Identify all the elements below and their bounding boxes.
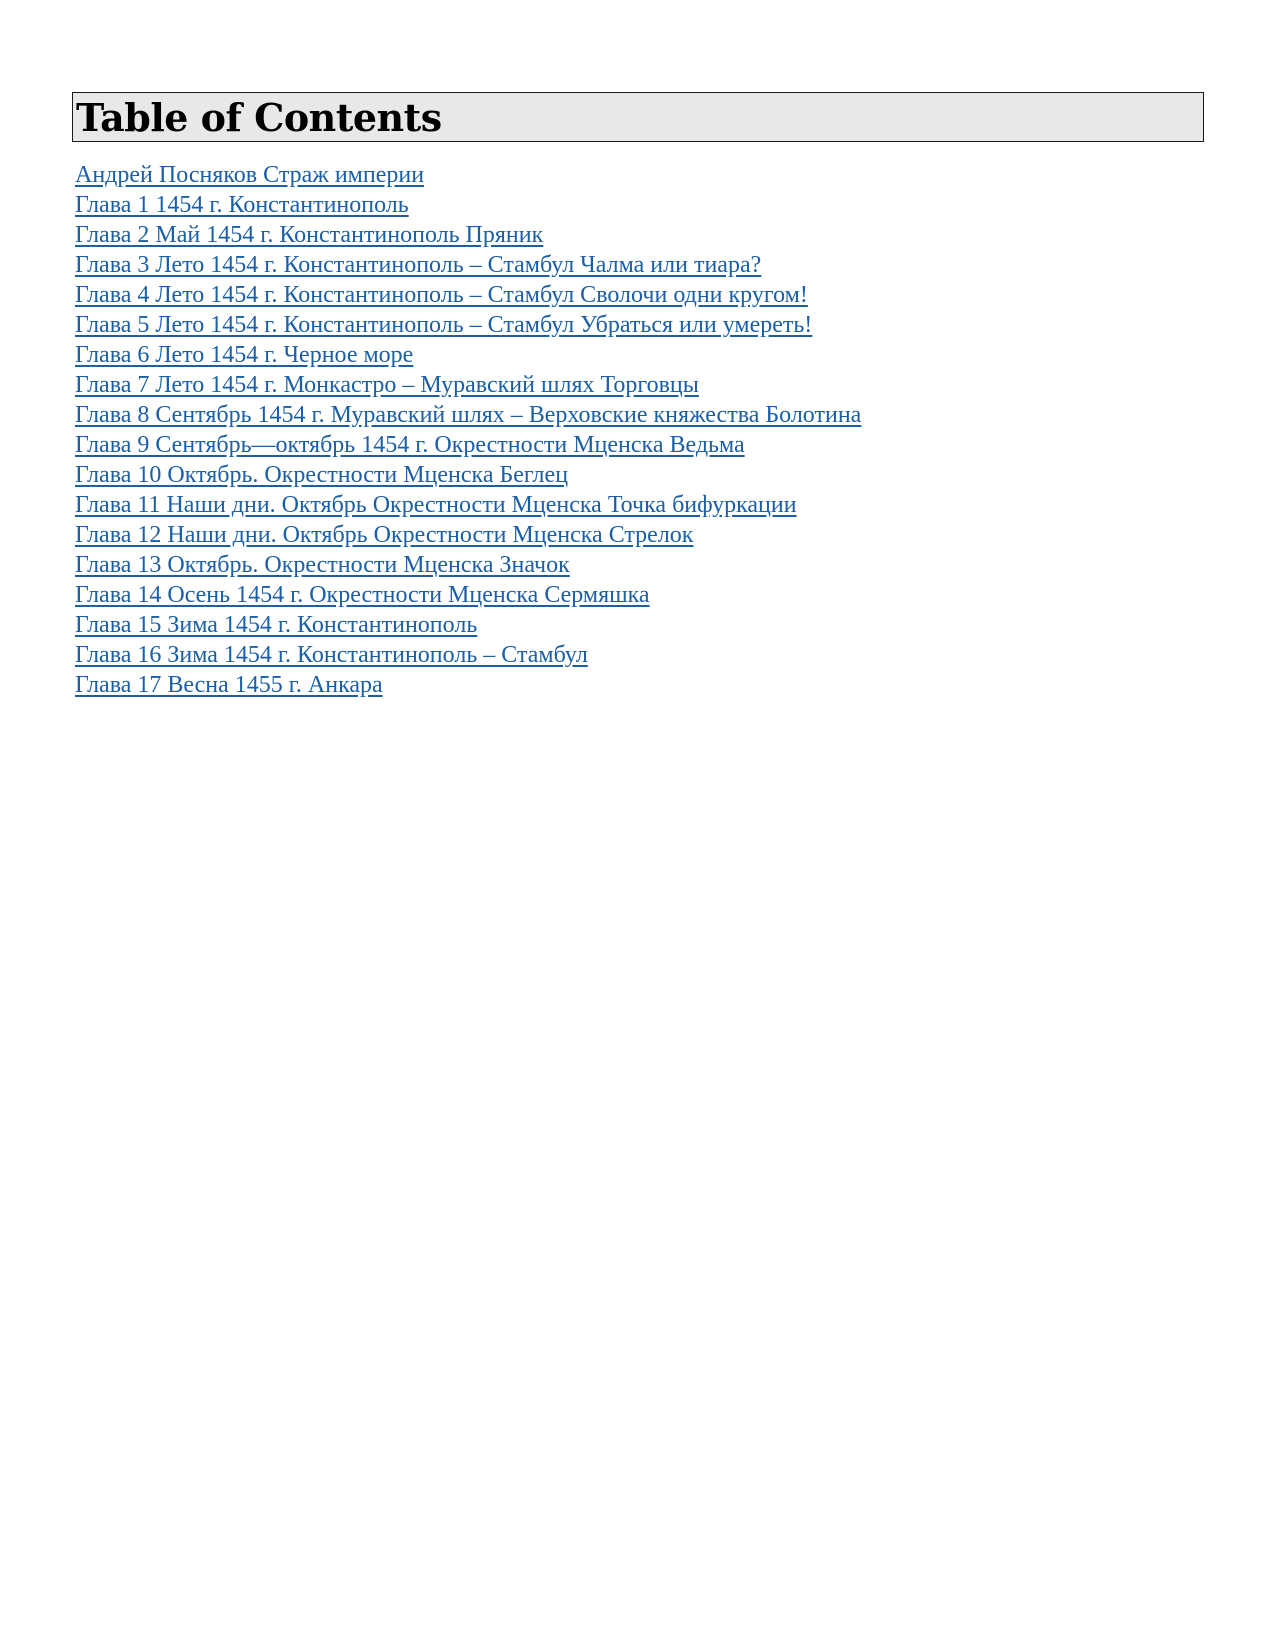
toc-link-chapter-16[interactable]: Глава 16 Зима 1454 г. Константинополь – Стамбул (75, 642, 588, 668)
toc-link-chapter-11[interactable]: Глава 11 Наши дни. Октябрь Окрестности Мценска Точка бифуркации (75, 492, 797, 518)
toc-link-chapter-6[interactable]: Глава 6 Лето 1454 г. Черное море (75, 342, 414, 368)
toc-entry (75, 220, 1195, 250)
toc-link-chapter-17[interactable]: Глава 17 Весна 1455 г. Анкара (75, 672, 383, 698)
toc-link-chapter-8[interactable]: Глава 8 Сентябрь 1454 г. Муравский шлях – Верховские княжества Болотина (75, 402, 862, 428)
toc-link-chapter-10[interactable]: Глава 10 Октябрь. Окрестности Мценска Беглец (75, 462, 569, 488)
toc-link-intro[interactable]: Андрей Посняков Страж империи (75, 162, 425, 188)
toc-entry (75, 280, 1195, 310)
toc-entry (75, 520, 1195, 550)
toc-link-chapter-4[interactable]: Глава 4 Лето 1454 г. Константинополь – Стамбул Сволочи одни кругом! (75, 282, 808, 308)
toc-link-chapter-15[interactable]: Глава 15 Зима 1454 г. Константинополь (75, 612, 478, 638)
toc-entry (75, 250, 1195, 280)
toc-entry (75, 190, 1195, 220)
toc-list (75, 160, 1195, 700)
toc-entry (75, 610, 1195, 640)
toc-entry (75, 490, 1195, 520)
toc-header-box (72, 92, 1204, 142)
toc-link-chapter-2[interactable]: Глава 2 Май 1454 г. Константинополь Пряник (75, 222, 544, 248)
toc-title: Table of Contents (76, 95, 442, 140)
toc-entry (75, 160, 1195, 190)
toc-link-chapter-14[interactable]: Глава 14 Осень 1454 г. Окрестности Мценска Сермяшка (75, 582, 650, 608)
toc-entry (75, 340, 1195, 370)
toc-entry (75, 550, 1195, 580)
toc-entry (75, 310, 1195, 340)
toc-entry (75, 400, 1195, 430)
toc-link-chapter-7[interactable]: Глава 7 Лето 1454 г. Монкастро – Муравский шлях Торговцы (75, 372, 699, 398)
toc-entry (75, 460, 1195, 490)
toc-link-chapter-9[interactable]: Глава 9 Сентябрь—октябрь 1454 г. Окрестности Мценска Ведьма (75, 432, 745, 458)
toc-entry (75, 430, 1195, 460)
toc-link-chapter-12[interactable]: Глава 12 Наши дни. Октябрь Окрестности Мценска Стрелок (75, 522, 694, 548)
toc-link-chapter-5[interactable]: Глава 5 Лето 1454 г. Константинополь – Стамбул Убраться или умереть! (75, 312, 813, 338)
toc-entry (75, 580, 1195, 610)
toc-entry (75, 640, 1195, 670)
toc-link-chapter-13[interactable]: Глава 13 Октябрь. Окрестности Мценска Значок (75, 552, 570, 578)
toc-entry (75, 370, 1195, 400)
toc-link-chapter-3[interactable]: Глава 3 Лето 1454 г. Константинополь – Стамбул Чалма или тиара? (75, 252, 762, 278)
toc-link-chapter-1[interactable]: Глава 1 1454 г. Константинополь (75, 192, 409, 218)
toc-entry (75, 670, 1195, 700)
